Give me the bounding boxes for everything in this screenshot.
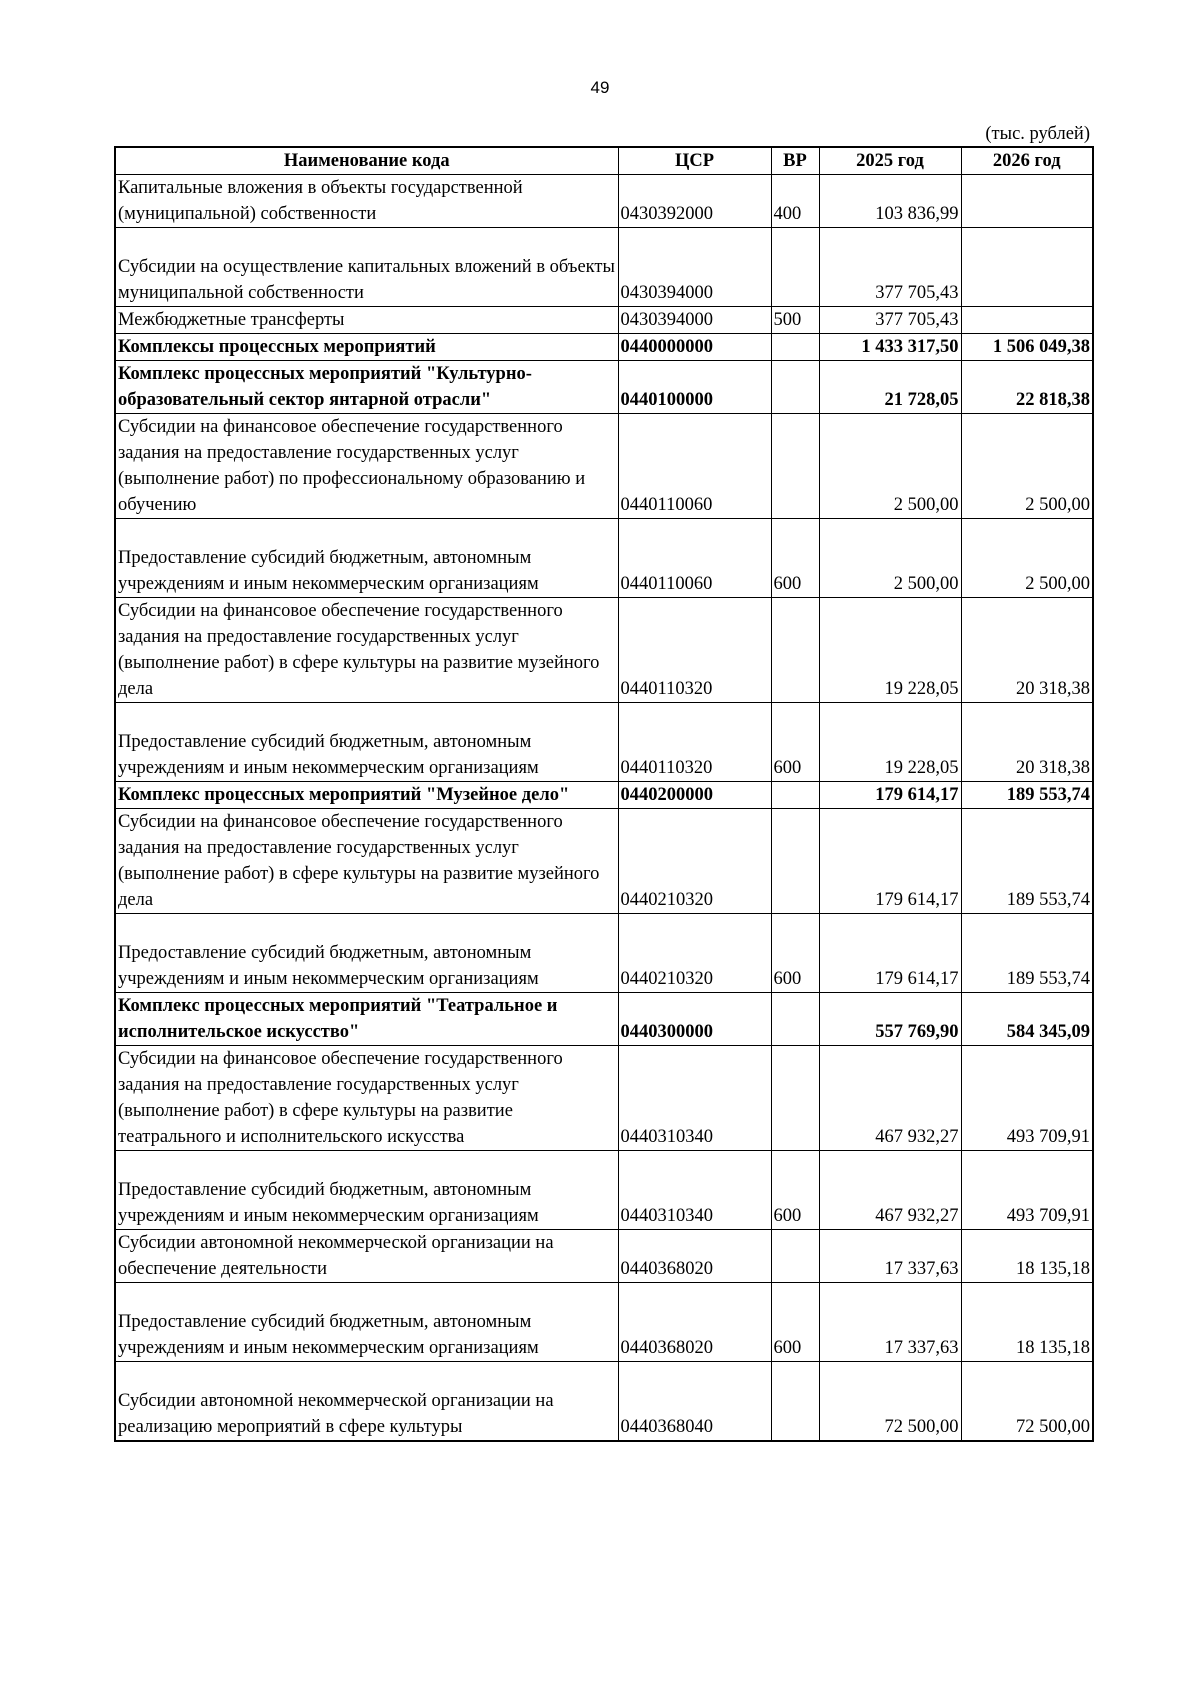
cell-csr: 0440368040	[618, 1362, 771, 1442]
cell-vr	[771, 598, 819, 703]
cell-name: Субсидии на осуществление капитальных вложений в объекты муниципальной собственности	[115, 228, 618, 307]
cell-2025: 19 228,05	[819, 703, 961, 782]
cell-vr	[771, 782, 819, 809]
cell-vr: 600	[771, 1151, 819, 1230]
cell-2026: 18 135,18	[961, 1283, 1093, 1362]
cell-2025: 2 500,00	[819, 519, 961, 598]
cell-vr	[771, 228, 819, 307]
table-row	[115, 519, 1093, 598]
cell-csr: 0440368020	[618, 1230, 771, 1283]
units-label: (тыс. рублей)	[985, 124, 1090, 144]
cell-2025: 19 228,05	[819, 598, 961, 703]
cell-2025: 21 728,05	[819, 361, 961, 414]
cell-name: Межбюджетные трансферты	[115, 307, 618, 334]
table-row	[115, 703, 1093, 782]
cell-name: Комплексы процессных мероприятий	[115, 334, 618, 361]
table-row	[115, 993, 1093, 1046]
cell-2026: 493 709,91	[961, 1151, 1093, 1230]
cell-name: Субсидии на финансовое обеспечение государственного задания на предоставление государственных услуг (выполнение работ) по профессиональному образованию и обучению	[115, 414, 618, 519]
header-csr: ЦСР	[618, 147, 771, 175]
table-body	[115, 175, 1093, 1442]
cell-2026	[961, 307, 1093, 334]
table-row	[115, 598, 1093, 703]
header-2025: 2025 год	[819, 147, 961, 175]
header-2026: 2026 год	[961, 147, 1093, 175]
cell-csr: 0430394000	[618, 307, 771, 334]
cell-vr	[771, 414, 819, 519]
table-row	[115, 1362, 1093, 1442]
page-number: 49	[590, 78, 610, 97]
cell-csr: 0430392000	[618, 175, 771, 228]
cell-2025: 17 337,63	[819, 1283, 961, 1362]
cell-vr	[771, 1230, 819, 1283]
table-row	[115, 307, 1093, 334]
cell-csr: 0440300000	[618, 993, 771, 1046]
cell-vr	[771, 334, 819, 361]
cell-2025: 557 769,90	[819, 993, 961, 1046]
cell-2026: 189 553,74	[961, 782, 1093, 809]
cell-2025: 377 705,43	[819, 228, 961, 307]
cell-2026: 20 318,38	[961, 598, 1093, 703]
cell-2026: 189 553,74	[961, 914, 1093, 993]
cell-2026: 189 553,74	[961, 809, 1093, 914]
cell-name: Предоставление субсидий бюджетным, автономным учреждениям и иным некоммерческим организациям	[115, 914, 618, 993]
cell-name: Предоставление субсидий бюджетным, автономным учреждениям и иным некоммерческим организациям	[115, 519, 618, 598]
cell-name: Комплекс процессных мероприятий "Культурно-образовательный сектор янтарной отрасли"	[115, 361, 618, 414]
cell-vr	[771, 1362, 819, 1442]
cell-csr: 0440110320	[618, 598, 771, 703]
table-row	[115, 1151, 1093, 1230]
cell-vr: 600	[771, 519, 819, 598]
cell-2026: 584 345,09	[961, 993, 1093, 1046]
cell-2026	[961, 175, 1093, 228]
cell-name: Субсидии на финансовое обеспечение государственного задания на предоставление государственных услуг (выполнение работ) в сфере культуры на развитие музейного дела	[115, 809, 618, 914]
cell-2025: 103 836,99	[819, 175, 961, 228]
cell-vr	[771, 993, 819, 1046]
cell-name: Комплекс процессных мероприятий "Музейное дело"	[115, 782, 618, 809]
cell-2026: 2 500,00	[961, 519, 1093, 598]
cell-2026: 20 318,38	[961, 703, 1093, 782]
cell-csr: 0440110320	[618, 703, 771, 782]
cell-vr	[771, 1046, 819, 1151]
table-row	[115, 1046, 1093, 1151]
cell-2026	[961, 228, 1093, 307]
table-row	[115, 1230, 1093, 1283]
cell-vr: 500	[771, 307, 819, 334]
table-row	[115, 914, 1093, 993]
cell-csr: 0430394000	[618, 228, 771, 307]
cell-csr: 0440110060	[618, 414, 771, 519]
cell-csr: 0440000000	[618, 334, 771, 361]
table-row	[115, 1283, 1093, 1362]
cell-name: Предоставление субсидий бюджетным, автономным учреждениям и иным некоммерческим организациям	[115, 1283, 618, 1362]
cell-2026: 493 709,91	[961, 1046, 1093, 1151]
cell-2025: 179 614,17	[819, 914, 961, 993]
cell-2025: 72 500,00	[819, 1362, 961, 1442]
cell-2025: 17 337,63	[819, 1230, 961, 1283]
cell-vr	[771, 809, 819, 914]
cell-name: Субсидии на финансовое обеспечение государственного задания на предоставление государственных услуг (выполнение работ) в сфере культуры на развитие театрального и исполнительского искусства	[115, 1046, 618, 1151]
cell-csr: 0440200000	[618, 782, 771, 809]
cell-name: Комплекс процессных мероприятий "Театральное и исполнительское искусство"	[115, 993, 618, 1046]
cell-2025: 1 433 317,50	[819, 334, 961, 361]
header-name: Наименование кода	[115, 147, 618, 175]
cell-vr	[771, 361, 819, 414]
table-row	[115, 809, 1093, 914]
cell-vr: 400	[771, 175, 819, 228]
cell-name: Предоставление субсидий бюджетным, автономным учреждениям и иным некоммерческим организациям	[115, 1151, 618, 1230]
cell-csr: 0440210320	[618, 809, 771, 914]
cell-vr: 600	[771, 703, 819, 782]
header-vr: ВР	[771, 147, 819, 175]
cell-csr: 0440310340	[618, 1046, 771, 1151]
table-row	[115, 334, 1093, 361]
cell-csr: 0440368020	[618, 1283, 771, 1362]
cell-2026: 18 135,18	[961, 1230, 1093, 1283]
table-row	[115, 782, 1093, 809]
table-row	[115, 175, 1093, 228]
cell-name: Субсидии автономной некоммерческой организации на реализацию мероприятий в сфере культуры	[115, 1362, 618, 1442]
table-row	[115, 228, 1093, 307]
table-row	[115, 414, 1093, 519]
cell-2026: 72 500,00	[961, 1362, 1093, 1442]
cell-2026: 2 500,00	[961, 414, 1093, 519]
cell-csr: 0440110060	[618, 519, 771, 598]
cell-vr: 600	[771, 1283, 819, 1362]
cell-2026: 22 818,38	[961, 361, 1093, 414]
cell-2025: 467 932,27	[819, 1046, 961, 1151]
cell-csr: 0440210320	[618, 914, 771, 993]
cell-2026: 1 506 049,38	[961, 334, 1093, 361]
cell-name: Предоставление субсидий бюджетным, автономным учреждениям и иным некоммерческим организациям	[115, 703, 618, 782]
cell-name: Капитальные вложения в объекты государственной (муниципальной) собственности	[115, 175, 618, 228]
cell-2025: 377 705,43	[819, 307, 961, 334]
table-row	[115, 361, 1093, 414]
budget-table	[114, 146, 1094, 1442]
cell-2025: 179 614,17	[819, 782, 961, 809]
cell-name: Субсидии автономной некоммерческой организации на обеспечение деятельности	[115, 1230, 618, 1283]
cell-csr: 0440310340	[618, 1151, 771, 1230]
table-header-row	[115, 147, 1093, 175]
cell-2025: 179 614,17	[819, 809, 961, 914]
cell-name: Субсидии на финансовое обеспечение государственного задания на предоставление государственных услуг (выполнение работ) в сфере культуры на развитие музейного дела	[115, 598, 618, 703]
cell-csr: 0440100000	[618, 361, 771, 414]
cell-2025: 2 500,00	[819, 414, 961, 519]
cell-2025: 467 932,27	[819, 1151, 961, 1230]
cell-vr: 600	[771, 914, 819, 993]
